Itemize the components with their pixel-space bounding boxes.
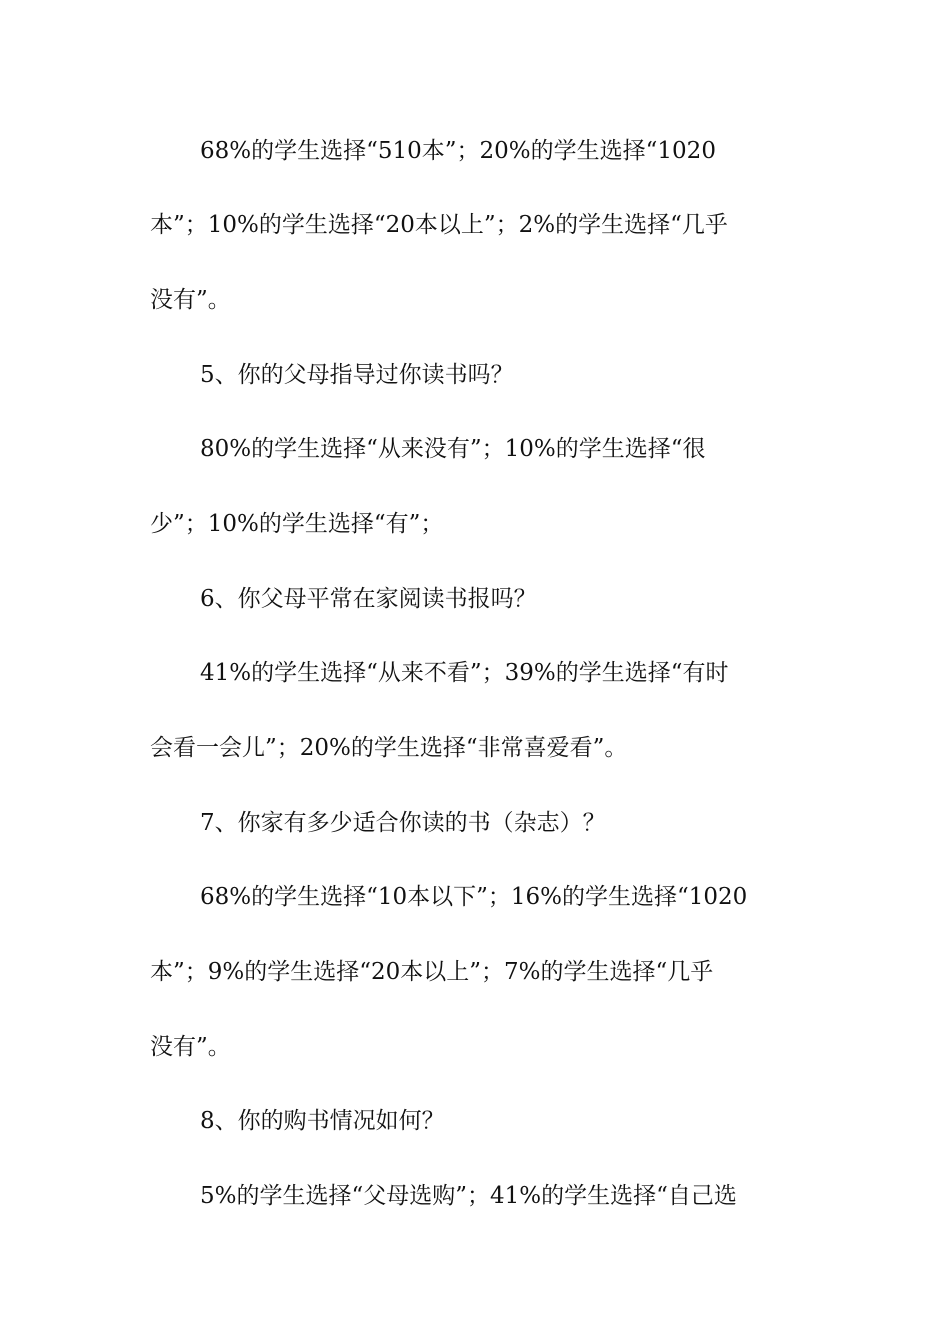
paragraph-line: 68%的学生选择“510本”；20%的学生选择“1020 (200, 138, 716, 164)
paragraph-line: 68%的学生选择“10本以下”；16%的学生选择“1020 (200, 884, 748, 910)
paragraph-line: 少”；10%的学生选择“有”； (150, 511, 444, 537)
paragraph-line: 41%的学生选择“从来不看”；39%的学生选择“有时 (200, 660, 729, 686)
question-heading: 7、你家有多少适合你读的书（杂志）？ (200, 810, 606, 836)
paragraph-line: 本”；9%的学生选择“20本以上”；7%的学生选择“几乎 (150, 959, 714, 985)
paragraph-line: 会看一会儿”；20%的学生选择“非常喜爱看”。 (150, 735, 628, 761)
paragraph-line: 没有”。 (150, 287, 231, 313)
question-heading: 6、你父母平常在家阅读书报吗？ (200, 586, 537, 612)
paragraph-line: 没有”。 (150, 1034, 231, 1060)
paragraph-line: 80%的学生选择“从来没有”；10%的学生选择“很 (200, 436, 706, 462)
paragraph-line: 5%的学生选择“父母选购”；41%的学生选择“自己选 (200, 1183, 737, 1209)
paragraph-line: 本”；10%的学生选择“20本以上”；2%的学生选择“几乎 (150, 212, 728, 238)
question-heading: 8、你的购书情况如何？ (200, 1108, 445, 1134)
question-heading: 5、你的父母指导过你读书吗？ (200, 362, 514, 388)
